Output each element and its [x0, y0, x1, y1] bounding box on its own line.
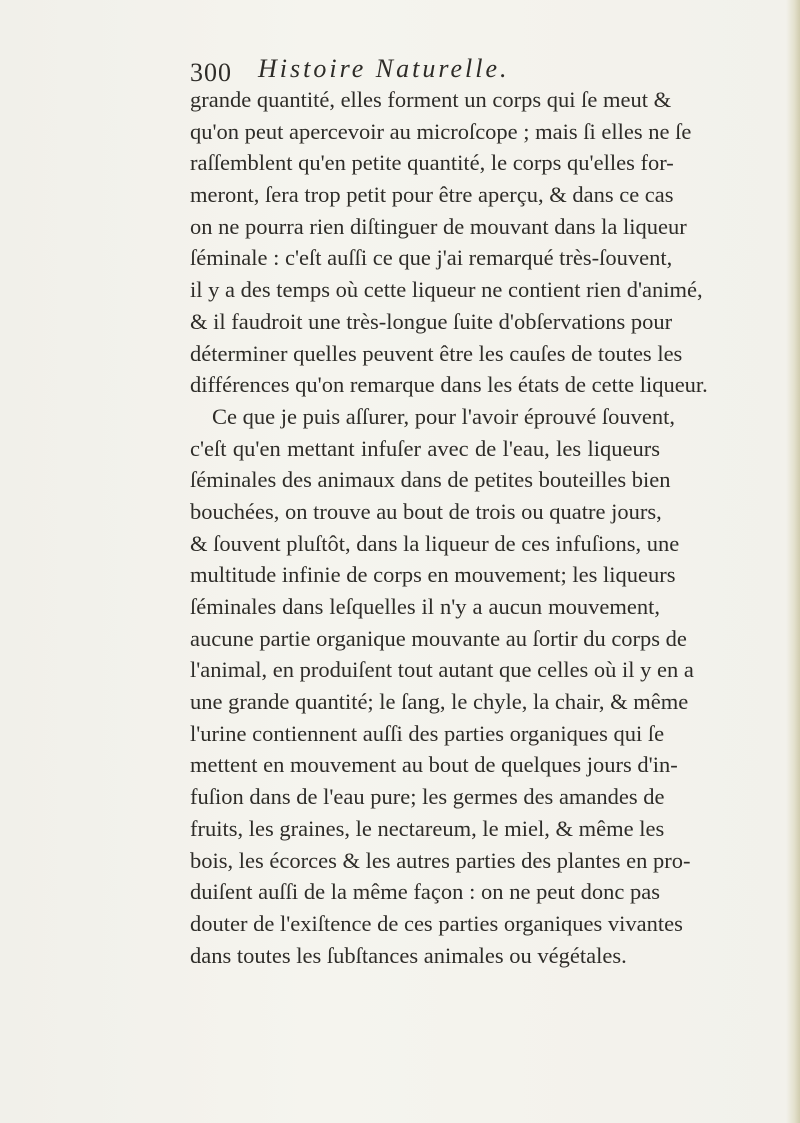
text-line: multitude infinie de corps en mouvement; les liqueurs [190, 562, 676, 588]
text-line: fruits, les graines, le nectareum, le miel, & même les [190, 815, 665, 841]
text-line: l'animal, en produiſent tout autant que celles où il y en a [190, 657, 694, 683]
text-line: aucune partie organique mouvante au ſortir du corps de [190, 625, 687, 651]
text-line: c'eſt qu'en mettant infuſer avec de l'eau, les liqueurs [190, 435, 660, 461]
text-line: dans toutes les ſubſtances animales ou végétales. [190, 942, 627, 968]
body-text [190, 84, 708, 971]
text-line: ſéminales dans leſquelles il n'y a aucun mouvement, [190, 594, 660, 619]
text-line: & ſouvent pluſtôt, dans la liqueur de ces infuſions, une [190, 530, 680, 556]
text-line: duiſent auſſi de la même façon : on ne peut donc pas [190, 879, 660, 905]
text-line: & il faudroit une très-longue ſuite d'obſervations pour [190, 308, 673, 334]
text-line: mettent en mouvement au bout de quelques jours d'in- [190, 752, 678, 778]
text-line: ſéminales des animaux dans de petites bouteilles bien [190, 467, 671, 493]
text-line: une grande quantité; le ſang, le chyle, la chair, & même [190, 689, 689, 715]
text-line: meront, ſera trop petit pour être aperçu, & dans ce cas [190, 182, 674, 208]
text-line: bois, les écorces & les autres parties des plantes en pro- [190, 847, 691, 873]
text-line: différences qu'on remarque dans les états de cette liqueur. [190, 372, 708, 398]
text-line: fuſion dans de l'eau pure; les germes des amandes de [190, 784, 665, 810]
text-line: qu'on peut apercevoir au microſcope ; mais ſi elles ne ſe [190, 118, 692, 144]
text-line: il y a des temps où cette liqueur ne contient rien d'animé, [190, 277, 703, 303]
text-line: raſſemblent qu'en petite quantité, le corps qu'elles for- [190, 150, 674, 176]
text-line: grande quantité, elles forment un corps qui ſe meut & [190, 87, 672, 112]
text-line: déterminer quelles peuvent être les cauſes de toutes les [190, 340, 683, 366]
running-title: Histoire Naturelle. [258, 54, 510, 83]
text-line: bouchées, on trouve au bout de trois ou quatre jours, [190, 498, 662, 524]
page-edge-shadow [786, 0, 800, 1123]
paragraph-start-line: Ce que je puis aſſurer, pour l'avoir éprouvé ſouvent, [212, 403, 676, 429]
text-line: ſéminale : c'eſt auſſi ce que j'ai remarqué très-ſouvent, [190, 245, 673, 271]
text-line: on ne pourra rien diſtinguer de mouvant dans la liqueur [190, 213, 687, 239]
text-line: l'urine contiennent auſſi des parties organiques qui ſe [190, 720, 665, 746]
text-line: douter de l'exiſtence de ces parties organiques vivantes [190, 910, 683, 936]
page-number: 300 [190, 58, 232, 87]
